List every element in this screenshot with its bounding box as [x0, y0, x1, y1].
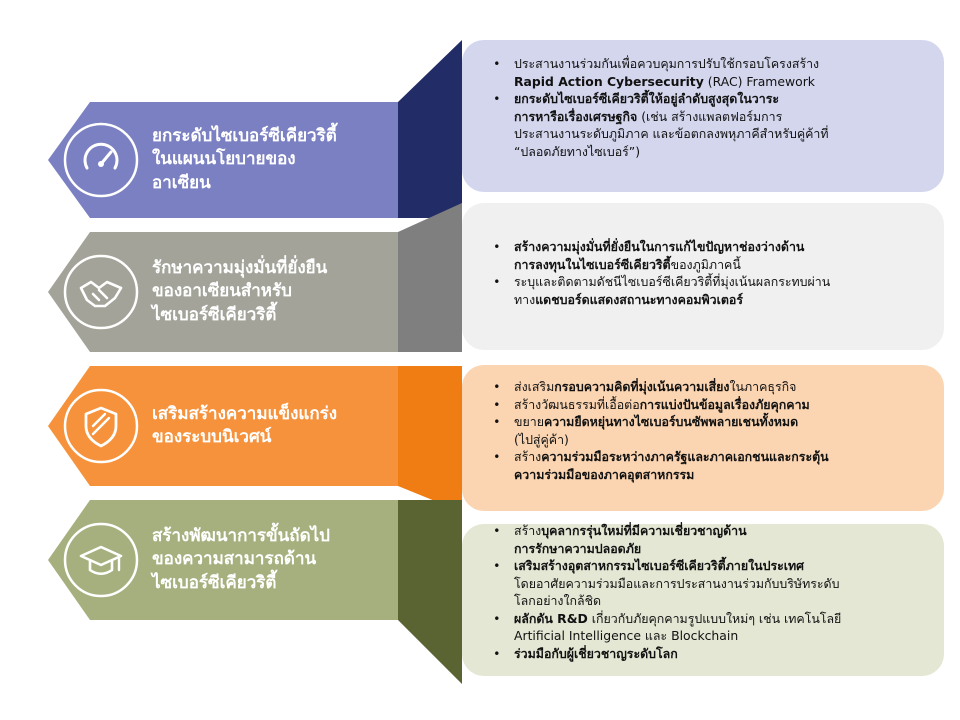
capability-points — [490, 522, 948, 662]
bold-text: การแบ่งปันข้อมูลเรื่องภัยคุกคาม — [639, 396, 810, 412]
bullet-point — [508, 413, 948, 448]
bullet-line — [514, 557, 948, 575]
text: ประสานงานร่วมกันเพื่อควบคุมการปรับใช้กรอบโครงสร้าง — [514, 56, 820, 71]
bold-text: ความยืดหยุ่นทางไซเบอร์บนซัพพลายเชนทั้งหมด — [543, 414, 799, 429]
bullet-line — [514, 238, 948, 256]
capability-connector — [398, 500, 462, 684]
bold-text: บุคลากรรุ่นใหม่ที่มีความเชี่ยวชาญด้าน — [541, 523, 747, 538]
bold-text: การหารือเรื่องเศรษฐกิจ — [514, 108, 638, 124]
ecosystem-connector — [398, 366, 462, 512]
text: “ปลอดภัยทางไซเบอร์”) — [514, 143, 641, 159]
text: ในภาคธุรกิจ — [729, 379, 797, 394]
bullet-point — [508, 273, 948, 308]
bullet-point — [508, 522, 948, 557]
bullet-line — [514, 256, 948, 274]
bullet-point — [508, 238, 948, 273]
title-line: อาเซียน — [152, 172, 211, 193]
bullet-point — [508, 645, 948, 663]
text: สร้าง — [514, 523, 542, 538]
text: เกี่ยวกับภัยคุกคามรูปแบบใหม่ๆ เช่น เทคโนโลยี — [587, 610, 842, 626]
bold-text: สร้างความมุ่งมั่นที่ยั่งยืนในการแก้ไขปัญหาช่องว่างด้าน — [514, 239, 805, 254]
title-line: ในแผนนโยบายของ — [152, 149, 296, 170]
bullet-line — [514, 466, 948, 484]
bold-text: Rapid Action Cybersecurity — [514, 73, 704, 89]
bullet-point — [508, 448, 948, 483]
bullet-line — [514, 448, 948, 466]
title-line: ของความสามารถด้าน — [152, 549, 317, 570]
bullet-line — [514, 413, 948, 431]
text: ขยาย — [514, 414, 544, 429]
ecosystem-points — [490, 378, 948, 483]
title-line: ของระบบนิเวศน์ — [152, 427, 272, 447]
bullet-line — [514, 592, 948, 610]
text: (เช่น สร้างแพลตฟอร์มการ — [637, 108, 783, 124]
bold-text: ความร่วมมือระหว่างภาครัฐและภาคเอกชนและกระตุ้น — [541, 449, 829, 464]
text: Artificial Intelligence และ Blockchain — [514, 628, 739, 643]
bullet-point — [508, 396, 948, 414]
bullet-line — [514, 645, 948, 663]
text: (ไปสู่คู่ค้า) — [514, 431, 569, 447]
text: สร้างวัฒนธรรมที่เอื้อต่อ — [514, 396, 640, 412]
title-line: รักษาความมุ่งมั่นที่ยั่งยืน — [152, 257, 328, 278]
bullet-line — [514, 610, 948, 628]
bullet-line — [514, 575, 948, 593]
bullet-line — [514, 273, 948, 291]
bullet-line — [514, 55, 948, 73]
capability-title — [152, 525, 330, 596]
commitment-connector — [398, 203, 462, 352]
text: ทาง — [514, 291, 536, 307]
bullet-line — [514, 73, 948, 91]
bold-text: แดชบอร์ดแสดงสถานะทางคอมพิวเตอร์ — [535, 291, 744, 307]
bold-text: กรอบความคิดที่มุ่งเน้นความเสี่ยง — [554, 379, 730, 394]
bullet-line — [514, 431, 948, 449]
bold-text: การรักษาความปลอดภัย — [514, 540, 642, 556]
bold-text: ร่วมมือกับผู้เชี่ยวชาญระดับโลก — [514, 645, 678, 661]
text: โดยอาศัยความร่วมมือและการประสานงานร่วมกับบริษัทระดับ — [514, 575, 840, 591]
title-line: ไซเบอร์ซีเคียวริตี้ — [152, 572, 277, 593]
bold-text: ผลักดัน R&D — [514, 610, 588, 626]
bullet-point — [508, 378, 948, 396]
commitment-title — [152, 257, 327, 328]
bullet-line — [514, 627, 948, 645]
bullet-line — [514, 108, 948, 126]
text: โลกอย่างใกล้ชิด — [514, 593, 602, 608]
bold-text: ยกระดับไซเบอร์ซีเคียวริตี้ให้อยู่ลำดับสูงสุดในวาระ — [514, 91, 780, 106]
bold-text: การลงทุนในไซเบอร์ซีเคียวริตี้ — [514, 256, 671, 272]
text: ส่งเสริม — [514, 379, 555, 394]
bullet-line — [514, 143, 948, 161]
bullet-point — [508, 55, 948, 90]
text: สร้าง — [514, 449, 542, 464]
bullet-line — [514, 540, 948, 558]
ecosystem-title — [152, 403, 337, 450]
bullet-point — [508, 557, 948, 610]
text: ประสานงานระดับภูมิภาค และข้อตกลงพหุภาคีสำหรับคู่ค้าที่ — [514, 126, 829, 141]
bullet-line — [514, 125, 948, 143]
title-line: ไซเบอร์ซีเคียวริตี้ — [152, 304, 277, 325]
title-line: สร้างพัฒนาการขั้นถัดไป — [152, 525, 330, 546]
bold-text: ความร่วมมือของภาคอุตสาหกรรม — [514, 466, 695, 482]
bold-text: เสริมสร้างอุตสาหกรรมไซเบอร์ซีเคียวริตี้ภายในประเทศ — [514, 558, 805, 573]
bullet-line — [514, 90, 948, 108]
policy-points — [490, 55, 948, 160]
bullet-point — [508, 90, 948, 160]
bullet-line — [514, 378, 948, 396]
bullet-point — [508, 610, 948, 645]
bullet-line — [514, 291, 948, 309]
bullet-line — [514, 522, 948, 540]
policy-connector — [398, 40, 462, 218]
commitment-points — [490, 238, 948, 308]
title-line: ยกระดับไซเบอร์ซีเคียวริตี้ — [152, 125, 337, 146]
text: (RAC) Framework — [703, 73, 815, 89]
title-line: ของอาเซียนสำหรับ — [152, 281, 292, 302]
title-line: เสริมสร้างความแข็งแกร่ง — [152, 403, 338, 424]
text: ระบุและติดตามดัชนีไซเบอร์ซีเคียวริตี้ที่มุ่งเน้นผลกระทบผ่าน — [514, 274, 831, 289]
bullet-line — [514, 396, 948, 414]
policy-title — [152, 125, 337, 196]
text: ของภูมิภาคนี้ — [670, 256, 741, 272]
